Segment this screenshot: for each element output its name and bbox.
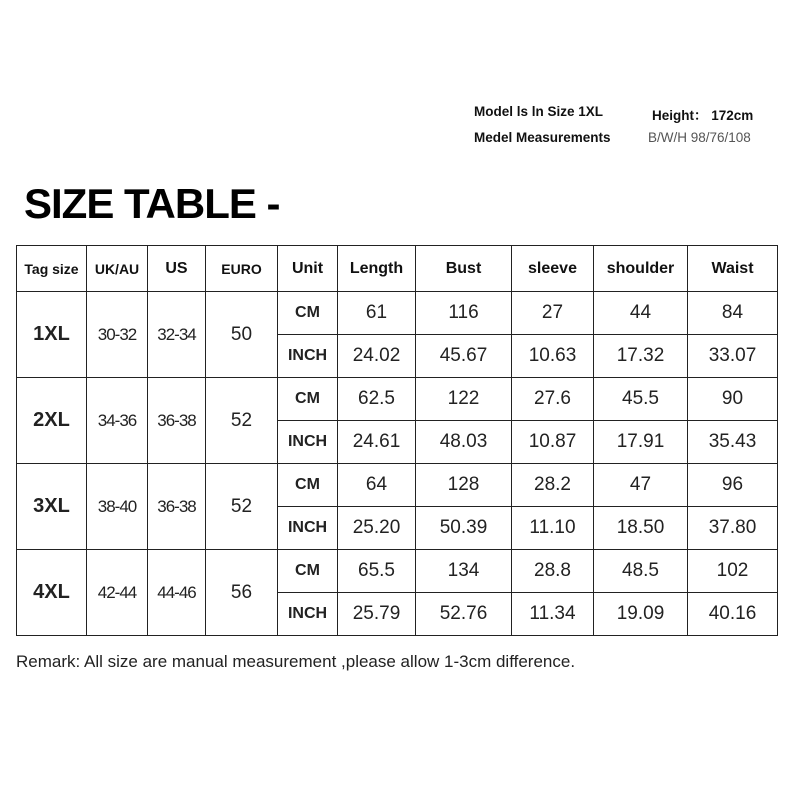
bust-cm-cell: 122 — [416, 378, 512, 421]
tag-size-cell: 1XL — [17, 292, 87, 378]
unit-inch-cell: INCH — [278, 593, 338, 636]
remark-text: Remark: All size are manual measurement ,please allow 1-3cm difference. — [16, 652, 576, 671]
euro-cell: 52 — [206, 464, 278, 550]
header-bust: Bust — [416, 246, 512, 292]
table-row — [17, 550, 778, 593]
uk-au-cell: 30-32 — [87, 292, 148, 378]
sleeve-cm-cell: 27.6 — [512, 378, 594, 421]
header-tag-size: Tag size — [17, 246, 87, 292]
us-cell: 32-34 — [148, 292, 206, 378]
waist-inch-cell: 35.43 — [688, 421, 778, 464]
length-inch-cell: 25.20 — [338, 507, 416, 550]
unit-inch-cell: INCH — [278, 335, 338, 378]
bust-inch-cell: 52.76 — [416, 593, 512, 636]
header-length: Length — [338, 246, 416, 292]
bust-inch-cell: 50.39 — [416, 507, 512, 550]
waist-cm-cell: 84 — [688, 292, 778, 335]
table-row — [17, 464, 778, 507]
header-row — [17, 246, 778, 292]
unit-cm-cell: CM — [278, 292, 338, 335]
unit-inch-cell: INCH — [278, 507, 338, 550]
header-shoulder: shoulder — [594, 246, 688, 292]
measurements-value: B/W/H 98/76/108 — [648, 130, 751, 145]
tag-size-cell: 4XL — [17, 550, 87, 636]
us-cell: 44-46 — [148, 550, 206, 636]
waist-inch-cell: 33.07 — [688, 335, 778, 378]
euro-cell: 52 — [206, 378, 278, 464]
page-title: SIZE TABLE - — [24, 180, 280, 227]
us-cell: 36-38 — [148, 378, 206, 464]
bust-cm-cell: 128 — [416, 464, 512, 507]
waist-inch-cell: 40.16 — [688, 593, 778, 636]
euro-cell: 50 — [206, 292, 278, 378]
sleeve-inch-cell: 11.34 — [512, 593, 594, 636]
us-cell: 36-38 — [148, 464, 206, 550]
shoulder-inch-cell: 19.09 — [594, 593, 688, 636]
tag-size-cell: 2XL — [17, 378, 87, 464]
waist-cm-cell: 96 — [688, 464, 778, 507]
shoulder-inch-cell: 18.50 — [594, 507, 688, 550]
sleeve-inch-cell: 10.87 — [512, 421, 594, 464]
unit-cm-cell: CM — [278, 550, 338, 593]
table-row — [17, 292, 778, 335]
length-cm-cell: 65.5 — [338, 550, 416, 593]
model-measurements-line — [474, 130, 751, 145]
shoulder-cm-cell: 47 — [594, 464, 688, 507]
length-cm-cell: 64 — [338, 464, 416, 507]
header-unit: Unit — [278, 246, 338, 292]
unit-cm-cell: CM — [278, 378, 338, 421]
bust-cm-cell: 134 — [416, 550, 512, 593]
length-inch-cell: 25.79 — [338, 593, 416, 636]
sleeve-cm-cell: 28.8 — [512, 550, 594, 593]
length-cm-cell: 61 — [338, 292, 416, 335]
uk-au-cell: 34-36 — [87, 378, 148, 464]
unit-cm-cell: CM — [278, 464, 338, 507]
sleeve-inch-cell: 10.63 — [512, 335, 594, 378]
header-waist: Waist — [688, 246, 778, 292]
unit-inch-cell: INCH — [278, 421, 338, 464]
uk-au-cell: 42-44 — [87, 550, 148, 636]
length-cm-cell: 62.5 — [338, 378, 416, 421]
bust-inch-cell: 45.67 — [416, 335, 512, 378]
model-height-text: Height： 172cm — [652, 108, 754, 123]
bust-cm-cell: 116 — [416, 292, 512, 335]
waist-cm-cell: 90 — [688, 378, 778, 421]
header-uk-au: UK/AU — [87, 246, 148, 292]
size-table — [16, 245, 778, 636]
model-size-text: Model ls ln Size 1XL — [474, 104, 604, 119]
model-info — [474, 104, 790, 154]
waist-inch-cell: 37.80 — [688, 507, 778, 550]
header-sleeve: sleeve — [512, 246, 594, 292]
shoulder-inch-cell: 17.32 — [594, 335, 688, 378]
uk-au-cell: 38-40 — [87, 464, 148, 550]
length-inch-cell: 24.02 — [338, 335, 416, 378]
sleeve-cm-cell: 27 — [512, 292, 594, 335]
header-us: US — [148, 246, 206, 292]
shoulder-cm-cell: 45.5 — [594, 378, 688, 421]
waist-cm-cell: 102 — [688, 550, 778, 593]
sleeve-inch-cell: 11.10 — [512, 507, 594, 550]
table-row — [17, 378, 778, 421]
bust-inch-cell: 48.03 — [416, 421, 512, 464]
euro-cell: 56 — [206, 550, 278, 636]
header-euro: EURO — [206, 246, 278, 292]
shoulder-cm-cell: 48.5 — [594, 550, 688, 593]
model-size-line — [474, 104, 754, 123]
shoulder-inch-cell: 17.91 — [594, 421, 688, 464]
measurements-label: Medel Measurements — [474, 130, 611, 145]
shoulder-cm-cell: 44 — [594, 292, 688, 335]
length-inch-cell: 24.61 — [338, 421, 416, 464]
sleeve-cm-cell: 28.2 — [512, 464, 594, 507]
tag-size-cell: 3XL — [17, 464, 87, 550]
